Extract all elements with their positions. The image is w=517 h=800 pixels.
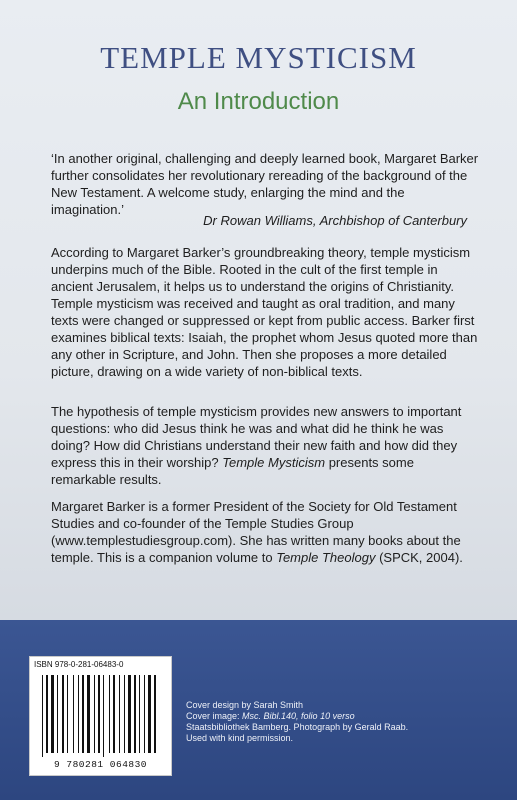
isbn-label: ISBN 978-0-281-06483-0 [34, 660, 124, 669]
barcode-number: 9 780281 064830 [53, 759, 147, 770]
barcode-bar [67, 675, 68, 753]
book-title: TEMPLE MYSTICISM [100, 40, 417, 75]
barcode-bar [51, 675, 54, 753]
endorsement-quote: ‘In another original, challenging and deeply learned book, Margaret Barker further consolidates her revolutionary rereading of the background of the New Testament. A welcome study, enlarging the mind and the imagination.’ [51, 151, 479, 217]
barcode-bar [103, 675, 104, 757]
cover-image-suffix: Staatsbibliothek Bamberg. Photograph by Gerald Raab. Used with kind permission. [186, 722, 409, 743]
companion-title-reference: Temple Theology [276, 550, 376, 565]
cover-credits [186, 700, 416, 744]
barcode-bar [119, 675, 120, 753]
paragraph-2-text: The hypothesis of temple mysticism provides new answers to important questions: who did Jesus think he was and what did he think he was doing? How did Christians understand their new faith and how did they express this in their worship? [51, 404, 462, 470]
barcode-bar [82, 675, 84, 753]
barcode-bar [98, 675, 100, 753]
barcode-bar [94, 675, 95, 753]
barcode-bar [62, 675, 64, 753]
author-bio-paragraph [51, 498, 481, 566]
cover-image-prefix: Cover image: [186, 711, 243, 721]
barcode-bar [144, 675, 145, 753]
cover-image-credit [186, 711, 416, 744]
author-bio-text-end: (SPCK, 2004). [375, 550, 463, 565]
description-paragraph-2 [51, 403, 481, 488]
barcode-panel [29, 656, 172, 776]
barcode-bar [57, 675, 58, 753]
barcode-bar [42, 675, 43, 757]
barcode-bar [73, 675, 74, 753]
barcode-bar [139, 675, 140, 753]
barcode-bar [78, 675, 79, 753]
book-title-reference: Temple Mysticism [222, 455, 326, 470]
barcode-bar [109, 675, 110, 753]
paragraph-2-text-end: presents some remarkable results. [51, 455, 414, 487]
description-paragraph-1: According to Margaret Barker’s groundbreaking theory, temple mysticism underpins much of the Bible. Rooted in the cult of the first temple in ancient Jerusalem, it helps us to understand the origins of Christianity. Temple mysticism was received and taught as oral tradition, and many texts were changed or suppressed or kept from public access. Barker first examines biblical texts: Isaiah, the prophet whom Jesus quoted more than any other in Scripture, and John. Then she proposes a more detailed picture, drawing on a wide variety of non-biblical texts. [51, 245, 478, 379]
book-subtitle: An Introduction [177, 88, 340, 115]
barcode-bars [40, 675, 161, 757]
barcode-bar [154, 675, 156, 753]
cover-design-credit: Cover design by Sarah Smith [186, 700, 304, 710]
barcode-bar [113, 675, 115, 753]
barcode-bar [148, 675, 151, 753]
barcode-bar [134, 675, 136, 753]
barcode-bar [124, 675, 125, 753]
barcode-bar [87, 675, 90, 753]
endorsement-attribution: Dr Rowan Williams, Archbishop of Canterbury [203, 213, 467, 228]
barcode-bar [128, 675, 131, 753]
cover-image-source: Msc. Bibl.140, folio 10 verso [242, 711, 355, 721]
author-bio-text: Margaret Barker is a former President of the Society for Old Testament Studies and co-founder of the Temple Studies Group (www.templestudiesgroup.com). She has written many books about the temple. This is a companion volume to [51, 499, 461, 565]
barcode-bar [46, 675, 48, 753]
